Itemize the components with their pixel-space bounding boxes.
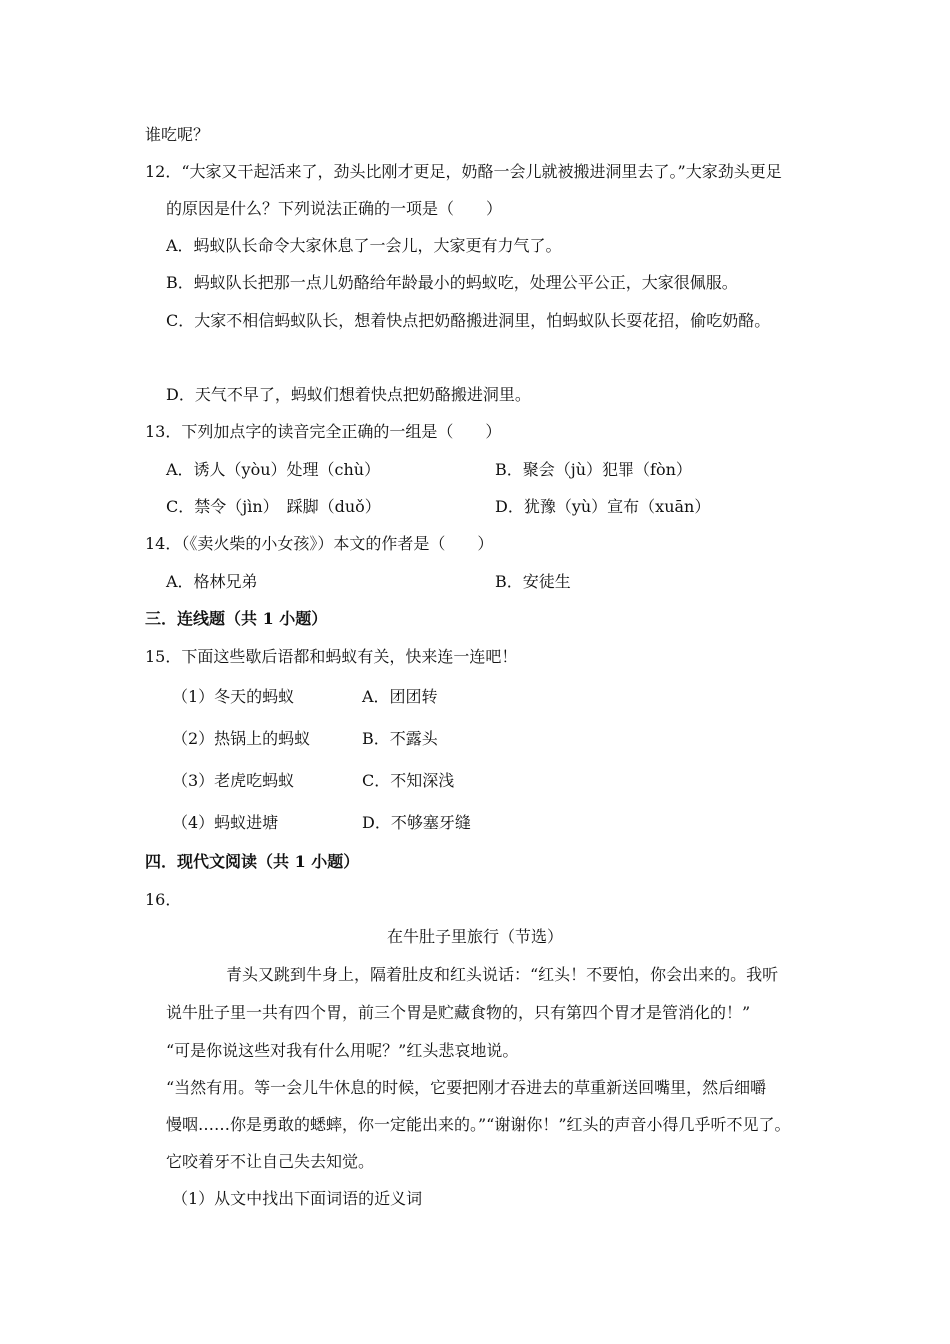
q13-option-a: A．诱人（yòu）处理（chù） — [166, 460, 381, 479]
q12-option-b: B．蚂蚁队长把那一点儿奶酪给年龄最小的蚂蚁吃，处理公平公正，大家很佩服。 — [166, 273, 738, 292]
passage-line: 青头又跳到牛身上，隔着肚皮和红头说话：“红头！不要怕，你会出来的。我听 — [226, 965, 779, 984]
section-heading-4: 四．现代文阅读（共 1 小题） — [145, 852, 360, 871]
text-line: 谁吃呢？ — [145, 125, 210, 144]
q13-option-d: D．犹豫（yù）宣布（xuān） — [495, 497, 711, 516]
question-16: 16． — [145, 890, 182, 909]
match-right-a: A．团团转 — [362, 687, 438, 706]
q13-option-b: B．聚会（jù）犯罪（fòn） — [495, 460, 692, 479]
q12-option-a: A．蚂蚁队长命令大家休息了一会儿，大家更有力气了。 — [166, 236, 562, 255]
question-12: 12．“大家又干起活来了，劲头比刚才更足，奶酪一会儿就被搬进洞里去了。”大家劲头更足 — [145, 162, 782, 181]
sub-question-1: （1）从文中找出下面词语的近义词 — [172, 1189, 423, 1208]
question-14: 14．（《卖火柴的小女孩》）本文的作者是（ ） — [145, 534, 494, 553]
q14-option-a: A．格林兄弟 — [166, 572, 258, 591]
question-13: 13．下列加点字的读音完全正确的一组是（ ） — [145, 422, 502, 441]
q14-option-b: B．安徒生 — [495, 572, 571, 591]
match-left-1: （1）冬天的蚂蚁 — [172, 687, 295, 706]
section-heading-3: 三．连线题（共 1 小题） — [145, 609, 328, 628]
match-left-4: （4）蚂蚁进塘 — [172, 813, 279, 832]
passage-line: 说牛肚子里一共有四个胃，前三个胃是贮藏食物的，只有第四个胃才是管消化的！” — [166, 1003, 751, 1022]
passage-title: 在牛肚子里旅行（节选） — [386, 927, 563, 946]
match-left-2: （2）热锅上的蚂蚁 — [172, 729, 311, 748]
question-15: 15．下面这些歇后语都和蚂蚁有关，快来连一连吧！ — [145, 647, 518, 666]
match-left-3: （3）老虎吃蚂蚁 — [172, 771, 295, 790]
passage-line: 慢咽……你是勇敢的蟋蟀，你一定能出来的。”“谢谢你！”红头的声音小得几乎听不见了。 — [166, 1115, 791, 1134]
passage-line: “可是你说这些对我有什么用呢？”红头悲哀地说。 — [166, 1041, 519, 1060]
q12-option-d: D．天气不早了，蚂蚁们想着快点把奶酪搬进洞里。 — [166, 385, 531, 404]
q13-option-c: C．禁令（jìn） 踩脚（duǒ） — [166, 497, 381, 516]
match-right-b: B．不露头 — [362, 729, 438, 748]
passage-line: 它咬着牙不让自己失去知觉。 — [166, 1152, 375, 1171]
match-right-d: D．不够塞牙缝 — [362, 813, 471, 832]
match-right-c: C．不知深浅 — [362, 771, 455, 790]
question-12-cont: 的原因是什么？下列说法正确的一项是（ ） — [166, 199, 503, 218]
q12-option-c: C．大家不相信蚂蚁队长，想着快点把奶酪搬进洞里，怕蚂蚁队长耍花招，偷吃奶酪。 — [166, 311, 771, 330]
passage-line: “当然有用。等一会儿牛休息的时候，它要把刚才吞进去的草重新送回嘴里，然后细嚼 — [166, 1078, 767, 1097]
